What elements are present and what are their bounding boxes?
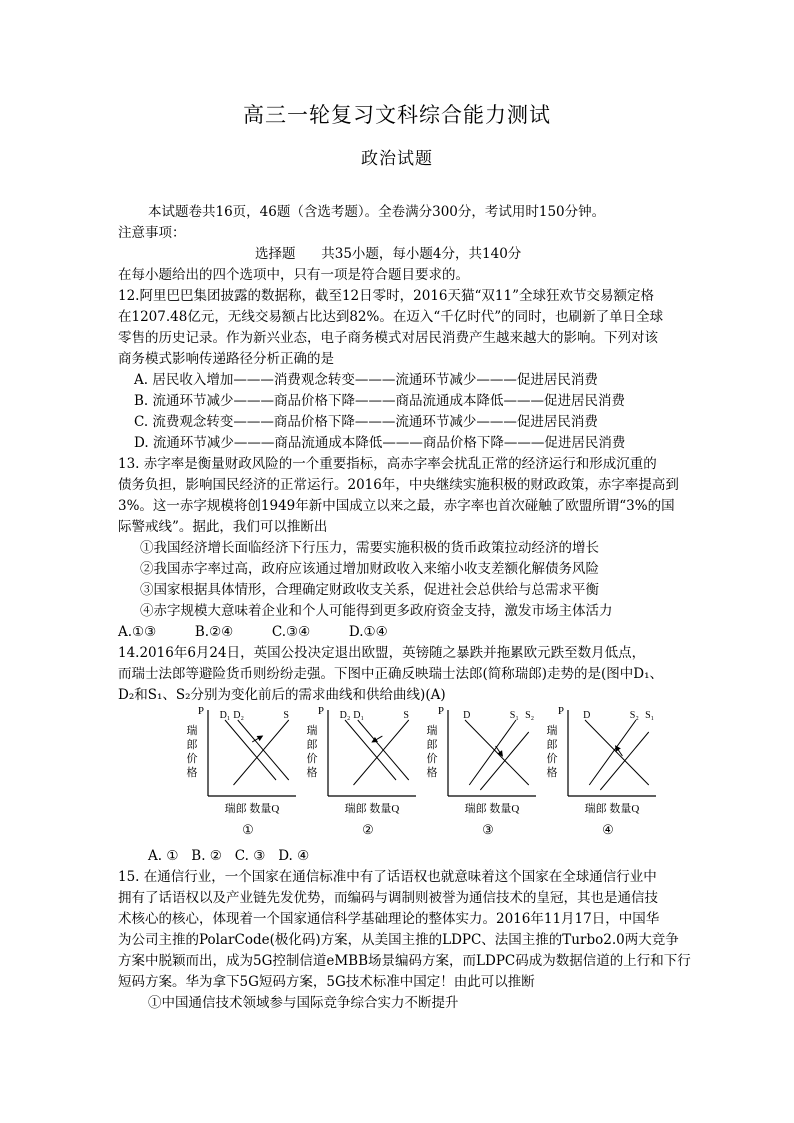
diagram-caption: ①	[242, 822, 254, 837]
curve-label: D	[583, 710, 591, 721]
question-text: 拥有了话语权以及产业链先发优势，而编码与调制则被誉为通信技术的皇冠，其也是通信技	[118, 890, 658, 906]
question-text: 债务负担，影响国民经济的正常运行。2016年，中央继续实施积极的财政政策，赤字率提高到	[118, 477, 679, 493]
p-axis-label: P	[197, 705, 204, 717]
question-text: 13. 赤字率是衡量财政风险的一个重要指标，高赤字率会扰乱正常的经济运行和形成沉重的	[118, 456, 657, 472]
y-axis-label: 瑞	[306, 725, 318, 737]
y-axis-label: 格	[306, 767, 318, 779]
question-text: 12.阿里巴巴集团披露的数据称，截至12日零时，2016天猫“双11”全球狂欢节交易额定格	[118, 288, 654, 304]
y-axis-label: 郎	[546, 739, 558, 751]
question-text: 3%。这一赤字规模将创1949年新中国成立以来之最，赤字率也首次碰触了欧盟所谓“3%的国	[118, 498, 675, 514]
diagram-caption: ③	[482, 822, 494, 837]
curve-label: D₂	[339, 710, 351, 721]
curve-line	[600, 732, 648, 790]
diagram-panel	[427, 705, 537, 837]
curve-label: S₁	[509, 710, 519, 721]
curve-line	[234, 720, 289, 785]
curve-label: S	[283, 710, 289, 721]
curve-line	[354, 720, 409, 785]
page-subtitle: 政治试题	[361, 149, 433, 169]
y-axis-label: 格	[186, 767, 198, 779]
curve-label: S₁	[645, 710, 655, 721]
page-title: 高三一轮复习文科综合能力测试	[243, 103, 551, 127]
y-axis-label: 价	[426, 753, 438, 765]
statement-item: ④赤字规模大意味着企业和个人可能得到更多政府资金支持，激发市场主体活力	[140, 603, 613, 619]
option-b: B. 流通环节减少———商品价格下降———商品流通成本降低———促进居民消费	[134, 393, 626, 409]
question-text: 15. 在通信行业，一个国家在通信标准中有了话语权也就意味着这个国家在全球通信行业中	[118, 869, 657, 885]
x-axis-label: 瑞郎 数量Q	[464, 803, 520, 815]
y-axis-label: 价	[306, 753, 318, 765]
option-c: C. 流费观念转变———商品价格下降———流通环节减少———促进居民消费	[134, 414, 598, 430]
y-axis-label: 瑞	[546, 725, 558, 737]
question-text: 术核心的核心，体现着一个国家通信科学基础理论的整体实力。2016年11月17日，中国华	[118, 911, 660, 927]
curve-label: D	[463, 710, 471, 721]
y-axis-label: 瑞	[186, 725, 198, 737]
y-axis-label: 郎	[306, 739, 318, 751]
question-text: 在1207.48亿元，无线交易额占比达到82%。在迈入“千亿时代”的同时，也刷新了单日全球	[118, 309, 664, 325]
x-axis-label: 瑞郎 数量Q	[224, 803, 280, 815]
y-axis-label: 价	[546, 753, 558, 765]
section-heading: 选择题 共35小题，每小题4分，共140分	[255, 246, 522, 262]
option-d: D. 流通环节减少———商品流通成本降低———商品价格下降———促进居民消费	[134, 435, 626, 451]
diagram-panel	[187, 705, 297, 837]
curve-line	[345, 720, 396, 780]
curve-line	[480, 732, 528, 790]
option-a: A. 居民收入增加———消费观念转变———流通环节减少———促进居民消费	[134, 372, 598, 388]
p-axis-label: P	[437, 705, 444, 717]
answer-options: A. ① B. ② C. ③ D. ④	[148, 848, 310, 864]
curve-label: S₂	[629, 710, 639, 721]
p-axis-label: P	[557, 705, 564, 717]
y-axis-label: 格	[546, 767, 558, 779]
y-axis-label: 格	[426, 767, 438, 779]
statement-item: ③国家根据具体情形，合理确定财政收支关系，促进社会总供给与总需求平衡	[140, 582, 599, 598]
diagram-panel	[307, 705, 417, 837]
x-axis-label: 瑞郎 数量Q	[344, 803, 400, 815]
curve-label: D₁	[219, 710, 231, 721]
y-axis-label: 价	[186, 753, 198, 765]
curve-label: D₂	[233, 710, 244, 721]
question-text: 方案中脱颖而出，成为5G控制信道eMBB场景编码方案，而LDPC码成为数据信道的上行和下行	[118, 953, 691, 969]
p-axis-label: P	[317, 705, 324, 717]
question-text: 为公司主推的PolarCode(极化码)方案，从美国主推的LDPC、法国主推的Turbo2.0两大竞争	[118, 932, 679, 948]
curve-line	[225, 720, 276, 780]
curve-label: D₁	[353, 710, 364, 721]
y-axis-label: 郎	[186, 739, 198, 751]
diagram-panel	[547, 705, 657, 837]
diagram-caption: ④	[602, 822, 614, 837]
notes-label: 注意事项：	[118, 225, 186, 241]
curve-label: S	[403, 710, 409, 721]
y-axis-label: 郎	[426, 739, 438, 751]
diagram-caption: ②	[362, 822, 374, 837]
curve-line	[585, 720, 649, 785]
x-axis-label: 瑞郎 数量Q	[584, 803, 640, 815]
question-text: 零售的历史记录。作为新兴业态，电子商务模式对居民消费产生越来越大的影响。下列对该	[118, 330, 658, 346]
question-text: 而瑞士法郎等避险货币则纷纷走强。下图中正确反映瑞士法郎(简称瑞郎)走势的是(图中D₁、	[118, 666, 664, 682]
question-text: 14.2016年6月24日，英国公投决定退出欧盟，英镑随之暴跌并拖累欧元跌至数月低点，	[118, 645, 646, 661]
question-text: 际警戒线”。据此，我们可以推断出	[118, 519, 328, 535]
answer-options: A.①③ B.②④ C.③④ D.①④	[118, 624, 388, 640]
statement-item: ①我国经济增长面临经济下行压力，需要实施积极的货币政策拉动经济的增长	[140, 540, 599, 556]
question-text: 短码方案。华为拿下5G短码方案，5G技术标准中国定！由此可以推断	[118, 974, 535, 990]
statement-item: ①中国通信技术领域参与国际竞争综合实力不断提升	[148, 995, 459, 1011]
curve-line	[465, 720, 529, 785]
intro-text: 本试题卷共16页，46题（含选考题）。全卷满分300分，考试用时150分钟。	[148, 204, 606, 220]
question-text: D₂和S₁、S₂分别为变化前后的需求曲线和供给曲线)(A)	[118, 687, 446, 703]
instruction-text: 在每小题给出的四个选项中，只有一项是符合题目要求的。	[118, 267, 469, 283]
statement-item: ②我国赤字率过高，政府应该通过增加财政收入来缩小收支差额化解债务风险	[140, 561, 599, 577]
supply-demand-diagrams	[170, 704, 660, 844]
curve-label: S₂	[525, 710, 535, 721]
question-text: 商务模式影响传递路径分析正确的是	[118, 351, 334, 367]
y-axis-label: 瑞	[426, 725, 438, 737]
